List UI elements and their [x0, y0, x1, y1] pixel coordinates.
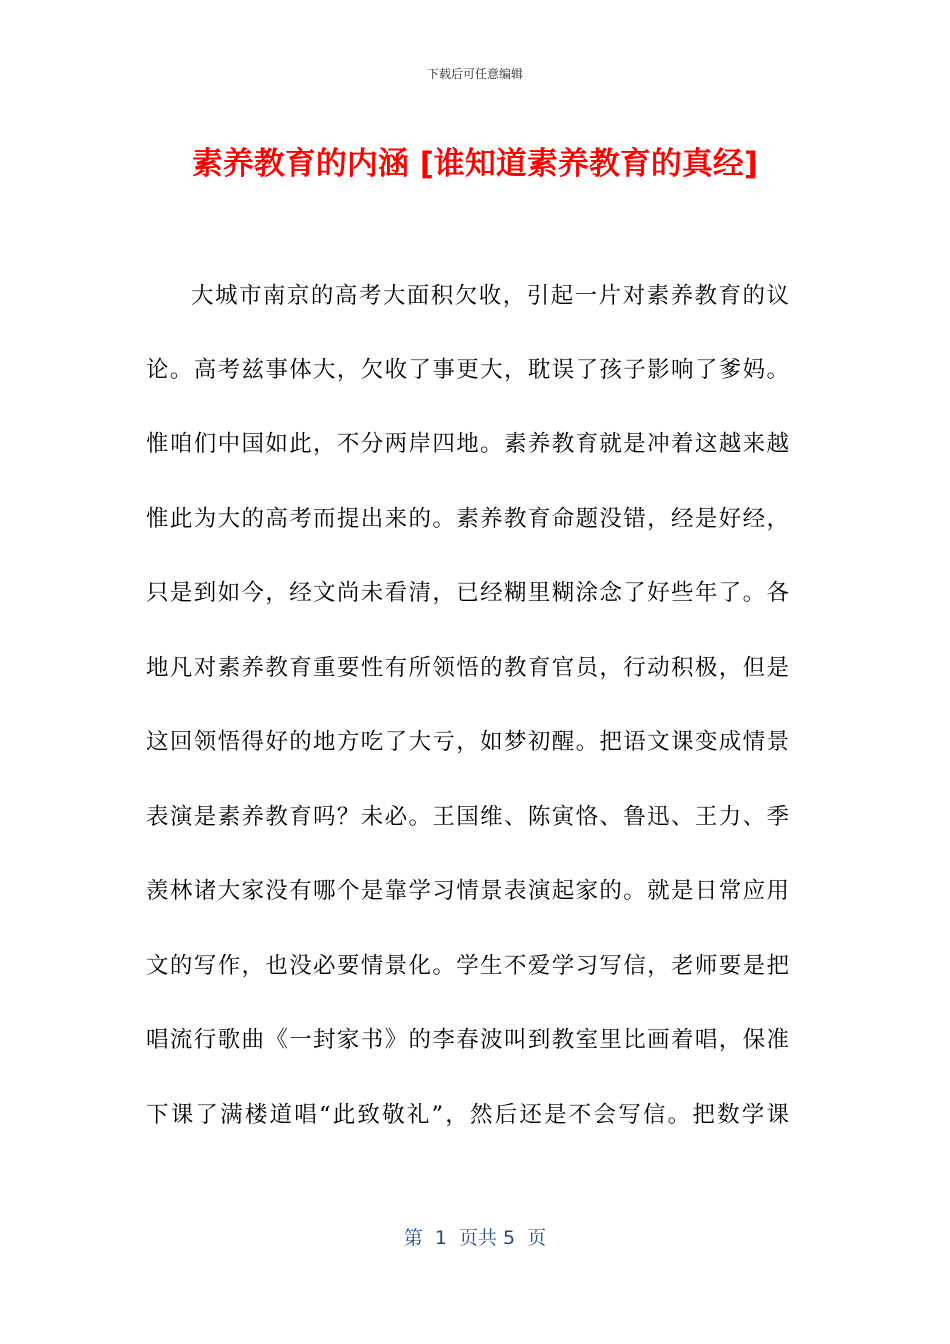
paragraph-line: 大城市南京的高考大面积欠收，引起一片对素养教育的议: [191, 283, 789, 309]
paragraph-line: 惟咱们中国如此，不分两岸四地。素养教育就是冲着这越来越: [146, 431, 789, 457]
document-title: 素养教育的内涵 [谁知道素养教育的真经]: [191, 146, 759, 182]
paragraph-line: 表演是素养教育吗？未必。王国维、陈寅恪、鲁迅、王力、季: [146, 804, 789, 830]
paragraph-line: 论。高考兹事体大，欠收了事更大，耽误了孩子影响了爹妈。: [146, 357, 789, 383]
page-number-footer: 第 1 页共 5 页: [403, 1227, 547, 1249]
paragraph-line: 惟此为大的高考而提出来的。素养教育命题没错，经是好经，: [146, 506, 789, 532]
paragraph-line: 下课了满楼道唱“此致敬礼”，然后还是不会写信。把数学课: [146, 1102, 789, 1128]
paragraph-line: 唱流行歌曲《一封家书》的李春波叫到教室里比画着唱，保准: [146, 1027, 789, 1053]
page-header-note: 下载后可任意编辑: [426, 67, 523, 81]
paragraph-line: 文的写作，也没必要情景化。学生不爱学习写信，老师要是把: [146, 953, 789, 979]
paragraph-line: 地凡对素养教育重要性有所领悟的教育官员，行动积极，但是: [146, 655, 789, 681]
paragraph-line: 只是到如今，经文尚未看清，已经糊里糊涂念了好些年了。各: [146, 580, 789, 606]
paragraph-line: 这回领悟得好的地方吃了大亏，如梦初醒。把语文课变成情景: [146, 729, 789, 755]
paragraph-line: 羡林诸大家没有哪个是靠学习情景表演起家的。就是日常应用: [146, 878, 789, 904]
